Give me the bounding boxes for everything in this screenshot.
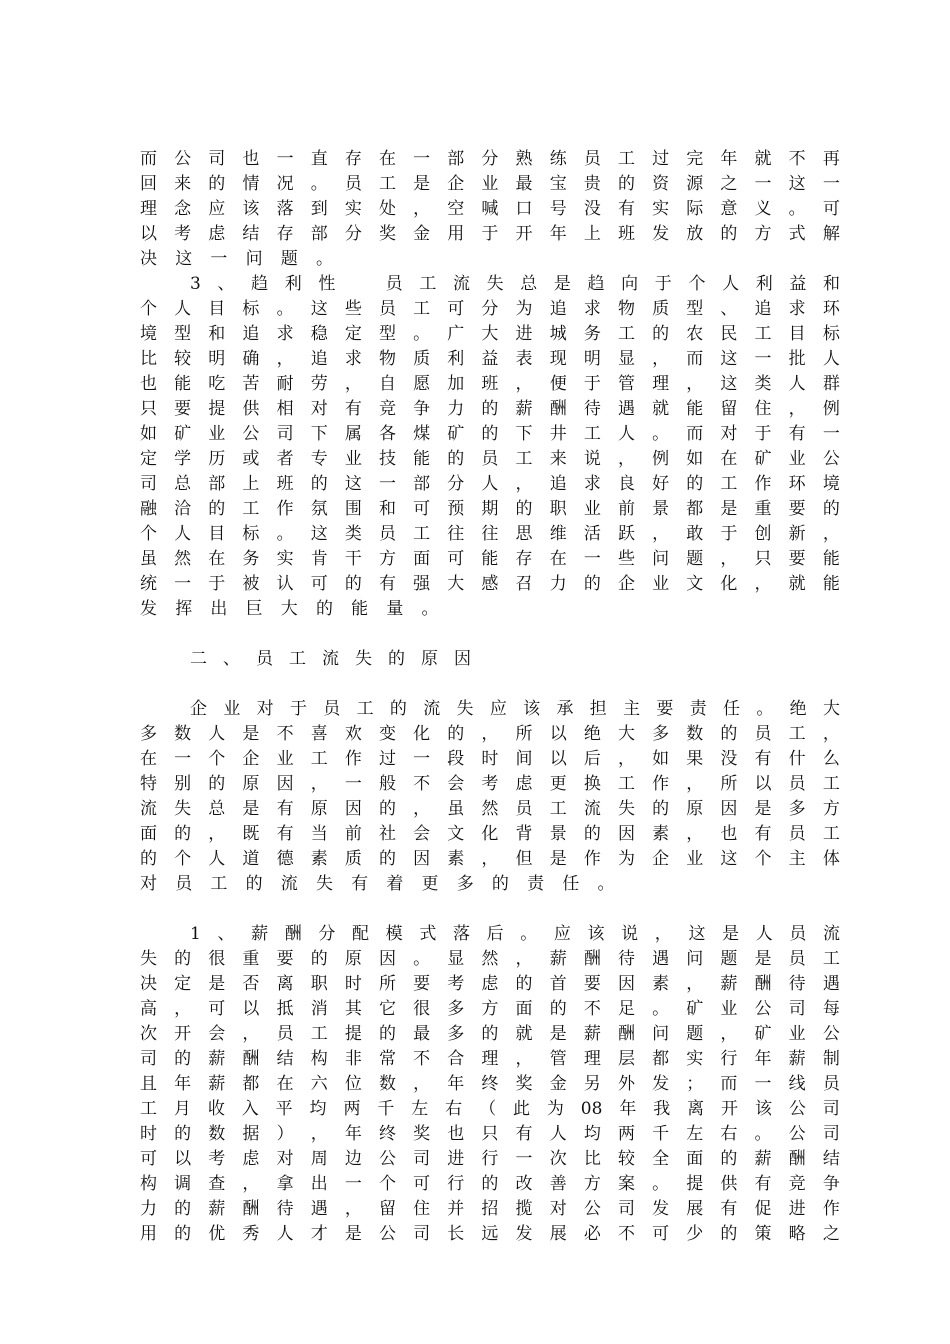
text-line: 而 公 司 也 一 直 存 在 一 部 分 熟 练 员 工 过 完 年 就 不 再 (140, 149, 840, 169)
text-line: 1 、 薪 酬 分 配 模 式 落 后 。 应 该 说 ， 这 是 人 员 流 (190, 924, 840, 944)
text-line: 也 能 吃 苦 耐 劳 ， 自 愿 加 班 ， 便 于 管 理 ， 这 类 人 群 (140, 374, 840, 394)
text-line: 司 总 部 上 班 的 这 一 部 分 人 ， 追 求 良 好 的 工 作 环 境 (140, 474, 840, 494)
text-line: 企 业 对 于 员 工 的 流 失 应 该 承 担 主 要 责 任 。 绝 大 (190, 699, 840, 719)
section-heading: 二 、 员 工 流 失 的 原 因 (190, 649, 471, 669)
text-line: 且 年 薪 都 在 六 位 数 ， 年 终 奖 金 另 外 发 ； 而 一 线 员 (140, 1074, 840, 1094)
text-line: 面 的 ， 既 有 当 前 社 会 文 化 背 景 的 因 素 ， 也 有 员 工 (140, 824, 840, 844)
text-line: 境 型 和 追 求 稳 定 型 。 广 大 进 城 务 工 的 农 民 工 目 标 (140, 324, 840, 344)
text-line: 决 定 是 否 离 职 时 所 要 考 虑 的 首 要 因 素 ， 薪 酬 待 遇 (140, 974, 840, 994)
text-line: 高 ， 可 以 抵 消 其 它 很 多 方 面 的 不 足 。 矿 业 公 司 每 (140, 999, 840, 1019)
text-line: 决 这 一 问 题 。 (140, 249, 333, 269)
text-line: 融 洽 的 工 作 氛 围 和 可 预 期 的 职 业 前 景 都 是 重 要 的 (140, 499, 840, 519)
text-line: 用 的 优 秀 人 才 是 公 司 长 远 发 展 必 不 可 少 的 策 略 之 (140, 1224, 840, 1244)
text-line: 个 人 目 标 。 这 类 员 工 往 往 思 维 活 跃 ， 敢 于 创 新 ， (140, 524, 840, 544)
text-line: 工 月 收 入 平 均 两 千 左 右 （ 此 为 08 年 我 离 开 该 公 司 (140, 1099, 840, 1119)
text-line: 对 员 工 的 流 失 有 着 更 多 的 责 任 。 (140, 874, 615, 894)
text-line: 3 、 趋 利 性 员 工 流 失 总 是 趋 向 于 个 人 利 益 和 (190, 274, 840, 294)
text-line: 力 的 薪 酬 待 遇 ， 留 住 并 招 揽 对 公 司 发 展 有 促 进 作 (140, 1199, 840, 1219)
text-line: 的 个 人 道 德 素 质 的 因 素 ， 但 是 作 为 企 业 这 个 主 体 (140, 849, 840, 869)
text-line: 回 来 的 情 况 。 员 工 是 企 业 最 宝 贵 的 资 源 之 一 这 一 (140, 174, 840, 194)
text-line: 时 的 数 据 ） ， 年 终 奖 也 只 有 人 均 两 千 左 右 。 公 司 (140, 1124, 840, 1144)
text-line: 可 以 考 虑 对 周 边 公 司 进 行 一 次 比 较 全 面 的 薪 酬 结 (140, 1149, 840, 1169)
text-line: 流 失 总 是 有 原 因 的 ， 虽 然 员 工 流 失 的 原 因 是 多 方 (140, 799, 840, 819)
text-line: 只 要 提 供 相 对 有 竞 争 力 的 薪 酬 待 遇 就 能 留 住 ， 例 (140, 399, 840, 419)
text-line: 多 数 人 是 不 喜 欢 变 化 的 ， 所 以 绝 大 多 数 的 员 工 ， (140, 724, 840, 744)
text-line: 定 学 历 或 者 专 业 技 能 的 员 工 来 说 ， 例 如 在 矿 业 公 (140, 449, 840, 469)
text-line: 在 一 个 企 业 工 作 过 一 段 时 间 以 后 ， 如 果 没 有 什 么 (140, 749, 840, 769)
text-line: 失 的 很 重 要 的 原 因 。 显 然 ， 薪 酬 待 遇 问 题 是 员 工 (140, 949, 840, 969)
text-line: 个 人 目 标 。 这 些 员 工 可 分 为 追 求 物 质 型 、 追 求 环 (140, 299, 840, 319)
text-line: 虽 然 在 务 实 肯 干 方 面 可 能 存 在 一 些 问 题 ， 只 要 能 (140, 549, 840, 569)
text-line: 发 挥 出 巨 大 的 能 量 。 (140, 599, 439, 619)
text-line: 次 开 会 ， 员 工 提 的 最 多 的 就 是 薪 酬 问 题 ， 矿 业 公 (140, 1024, 840, 1044)
text-line: 统 一 于 被 认 可 的 有 强 大 感 召 力 的 企 业 文 化 ， 就 能 (140, 574, 840, 594)
text-line: 比 较 明 确 ， 追 求 物 质 利 益 表 现 明 显 ， 而 这 一 批 人 (140, 349, 840, 369)
text-line: 理 念 应 该 落 到 实 处 ， 空 喊 口 号 没 有 实 际 意 义 。 可 (140, 199, 840, 219)
text-line: 构 调 查 ， 拿 出 一 个 可 行 的 改 善 方 案 。 提 供 有 竞 争 (140, 1174, 840, 1194)
text-line: 司 的 薪 酬 结 构 非 常 不 合 理 ， 管 理 层 都 实 行 年 薪 制 (140, 1049, 840, 1069)
text-line: 以 考 虑 结 存 部 分 奖 金 用 于 开 年 上 班 发 放 的 方 式 解 (140, 224, 840, 244)
text-line: 如 矿 业 公 司 下 属 各 煤 矿 的 下 井 工 人 。 而 对 于 有 一 (140, 424, 840, 444)
text-line: 特 别 的 原 因 ， 一 般 不 会 考 虑 更 换 工 作 ， 所 以 员 工 (140, 774, 840, 794)
